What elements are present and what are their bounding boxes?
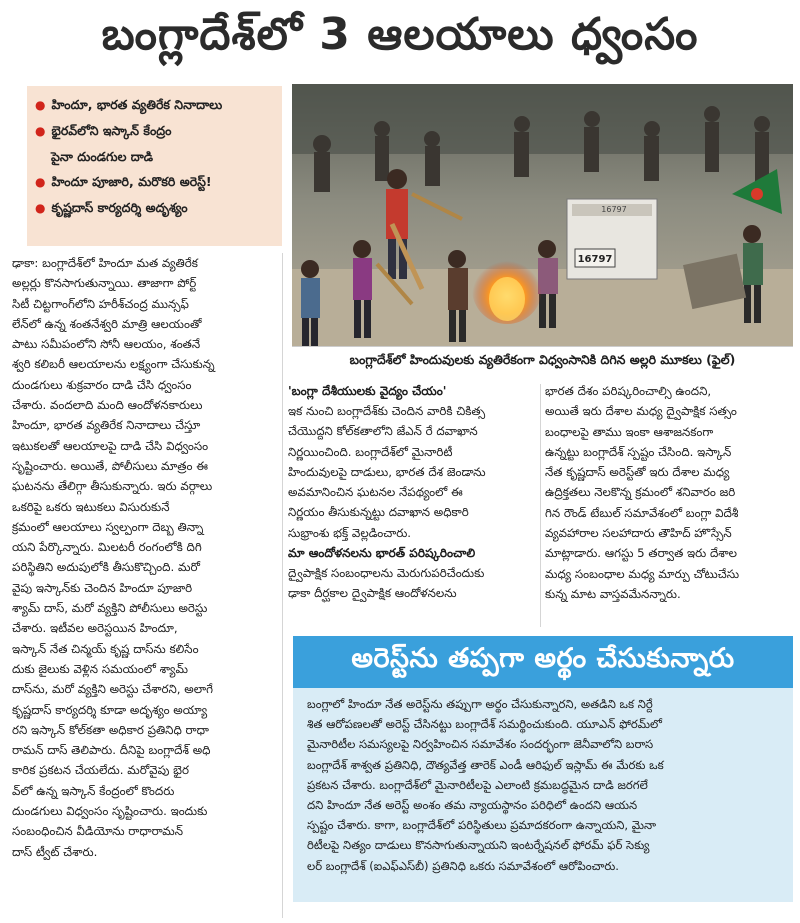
- column-divider: [282, 253, 283, 918]
- text-line: బంగ్లాదేశ్ శాశ్వత ప్రతినిధి, దౌత్యవేత్త తారెక్ ఎండీ ఆరిఫుల్ ఇస్లామ్ ఈ మేరకు ఒక: [307, 757, 664, 772]
- text-line: మైనారిటీల సమస్యలపై నిర్వహించిన సమావేశం సందర్భంగా జెనీవాలోని బరాస: [307, 737, 654, 752]
- text-line: ఇక నుంచి బంగ్లాదేశ్‌కు చెందిన వారికి చికిత్స: [288, 404, 486, 418]
- text-line: సృష్టించారు. అయితే, పోలీసులు మాత్రం ఈ: [12, 458, 208, 473]
- sidebar-story-body: [293, 688, 793, 902]
- text-line: శ్వరి కలిబరీ ఆలయాలను లక్ష్యంగా చేసుకున్న: [12, 357, 215, 372]
- kiosk-number: 16797: [577, 254, 613, 265]
- text-line: ఉన్నట్టు బంగ్లాదేశ్ స్పష్టం చేసింది. ఇస్కాన్: [545, 444, 732, 459]
- highlights-box: [27, 86, 282, 246]
- text-line: ఢాకా దీర్ఘకాల ద్వైపాక్షిక ఆందోళనలను: [288, 586, 457, 601]
- subheading: 'బంగ్లా దేశీయులకు వైద్యం చేయం': [288, 384, 447, 398]
- text-line: క్రమంలో ఆలయాలు స్వల్పంగా దెబ్బ తిన్నా: [12, 519, 204, 534]
- column-divider: [540, 384, 541, 627]
- text-line: దుకు జైలుకు వెళ్లిన సమయంలో శ్యామ్: [12, 661, 188, 676]
- highlight-item: ● హిందూ, భారత వ్యతిరేక నినాదాలు: [35, 97, 223, 112]
- text-line: లేన్‌లో ఉన్న శంతనేశ్వరి మాత్రి ఆలయంతో: [12, 316, 202, 331]
- bullet-dot-icon: ●: [35, 124, 46, 138]
- text-line: అవమానించిన ఘటనల నేపథ్యంలో ఈ: [288, 485, 463, 500]
- text-line: చేయొద్దని కోల్‌కతాలోని జేఎన్ రే దవాఖాన: [288, 424, 478, 439]
- kiosk-number-top: 16797: [601, 205, 627, 214]
- text-line: మాట్లాడారు. ఆగస్టు 5 తర్వాత ఇరు దేశాల: [545, 546, 738, 561]
- text-line: గిన రౌండ్ టేబుల్ సమావేశంలో బంగ్లా విదేశీ: [545, 505, 739, 520]
- text-line: చేశారు. వందలాది మంది ఆందోళనకారులు: [12, 398, 203, 413]
- text-line: హిందూ, భారత వ్యతిరేక నినాదాలు చేస్తూ: [12, 418, 201, 433]
- text-line: నిర్ణయించింది. బంగ్లాదేశ్‌లో మైనారిటీ: [288, 444, 453, 459]
- text-line: ప్రకటన చేశారు. బంగ్లాదేశ్‌లో మైనారిటీలపై ఎలాంటి క్రమబద్ధమైన దాడి జరగలే: [307, 777, 648, 792]
- text-line: దాస్‌ను, మరో వ్యక్తిని అరెస్టు చేశారని, అలాగే: [12, 682, 213, 697]
- text-line: దని హిందూ నేత అరెస్ట్ అంశం తమ న్యాయస్థానం పరిధిలో ఉందని ఆయన: [307, 798, 638, 813]
- article-column-2: [288, 381, 535, 604]
- text-line: ఇస్కాన్ నేత చిన్మయ్ కృష్ణ దాస్‌ను కలిసేం: [12, 641, 199, 656]
- text-line: స్పష్టం చేశారు. కాగా, బంగ్లాదేశ్‌లో పరిస్థితులు ప్రమాదకరంగా ఉన్నాయని, మైనా: [307, 818, 657, 833]
- text-line: కారిక ప్రకటన చేయలేదు. మరోవైపు భైర: [12, 763, 189, 778]
- article-column-1: [12, 253, 274, 862]
- text-line: దుండగులు శుక్రవారం దాడి చేసి ధ్వంసం: [12, 377, 192, 392]
- highlight-item: ● భైరవ్‌లోని ఇస్కాన్ కేంద్రం: [35, 123, 172, 138]
- headline: బంగ్లాదేశ్‌లో 3 ఆలయాలు ధ్వంసం: [101, 9, 699, 60]
- subheading: మా ఆందోళనలను భారత్ పరిష్కరించాలి: [288, 546, 476, 561]
- text-line: ఢాకా: బంగ్లాదేశ్‌లో హిందూ మత వ్యతిరేక: [12, 256, 198, 270]
- text-line: సంబంధించిన వీడియోను రాధారామన్: [12, 824, 184, 839]
- bullet-dot-icon: ●: [35, 175, 46, 189]
- text-line: హిందువులపై దాడులు, భారత దేశ జెండాను: [288, 464, 486, 479]
- text-line: ద్వైపాక్షిక సంబంధాలను మెరుగుపరిచేందుకు: [288, 566, 485, 581]
- article-column-3: [545, 381, 793, 604]
- highlight-item: ● కృష్ణదాస్ కార్యదర్శి అదృశ్యం: [35, 200, 188, 215]
- text-line: వ్యవహారాల సలహాదారు తౌహిద్ హొస్సేన్: [545, 526, 732, 541]
- text-line: దాస్ ట్వీట్ చేశారు.: [12, 844, 98, 859]
- text-line: నేత కృష్ణదాస్ అరెస్ట్‌తో ఇరు దేశాల మధ్య: [545, 465, 730, 480]
- text-line: అయితే ఇరు దేశాల మధ్య ద్వైపాక్షిక సత్సం: [545, 404, 737, 419]
- sidebar-story-title: అరెస్ట్‌ను తప్పగా అర్థం చేసుకున్నారు: [293, 636, 793, 688]
- photo-caption: బంగ్లాదేశ్‌లో హిందువులకు వ్యతిరేకంగా విధ్వంసానికి దిగిన అల్లరి మూకలు (ఫైల్): [292, 346, 793, 373]
- text-line: సిటీ చిట్టగాంగ్‌లోని హరీశ్‌చంద్ర మున్సఫ్: [12, 296, 189, 311]
- text-line: పరిస్థితిని అదుపులోకి తీసుకొచ్చింది. మరో: [12, 560, 200, 575]
- text-line: నిర్ణయం తీసుకున్నట్టు దవాఖాన అధికారి: [288, 505, 469, 520]
- text-line: రని ఇస్కాన్ కోల్‌కతా అధికార ప్రతినిధి రాధా: [12, 722, 209, 737]
- text-line: భారత దేశం పరిష్కరించాల్సి ఉందని,: [545, 384, 712, 398]
- text-line: శిత ఆరోపణలతో అరెస్ట్ చేసినట్టు బంగ్లాదేశ్ సమర్థించుకుంది. యూఎన్ ఫోరమ్‌లో: [307, 717, 662, 732]
- text-line: బంధాలపై తాము ఇంకా ఆశాజనకంగా: [545, 424, 714, 439]
- bullet-dot-icon: ●: [35, 98, 46, 112]
- text-line: కున్న మాట వాస్తవమేనన్నారు.: [545, 586, 681, 601]
- text-line: పాటు సమీపంలోని సోనీ ఆలయం, శంతనే: [12, 337, 201, 352]
- text-line: రిటీలపై నిత్యం దాడులు కొనసాగుతున్నాయని ఇంటర్నేషనల్ ఫోరమ్ ఫర్ సెక్యు: [307, 838, 650, 853]
- text-line: వైపు ఇస్కాన్‌కు చెందిన హిందూ పూజారి: [12, 580, 193, 595]
- text-line: లర్ బంగ్లాదేశ్ (ఐఎఫ్ఎస్‌బీ) ప్రతినిధి ఒకరు సమావేశంలో ఆరోపించారు.: [307, 858, 619, 873]
- text-line: మధ్య సంబంధాల మధ్య మార్పు చోటుచేసు: [545, 566, 740, 581]
- news-photo: [292, 84, 793, 346]
- text-line: దుండగులు విధ్వంసం సృష్టించారు. ఇందుకు: [12, 804, 208, 819]
- text-line: సుభ్రాంశు భక్త్ వెల్లడించారు.: [288, 525, 412, 540]
- text-line: శ్యామ్ దాస్, మరో వ్యక్తిని పోలీసులు అరెస్టు: [12, 601, 208, 616]
- bullet-dot-icon: ●: [35, 201, 46, 215]
- text-line: ఇటుకలతో ఆలయాలపై దాడి చేసి విధ్వంసం: [12, 438, 209, 453]
- highlight-item: ● హిందూ పూజారి, మరొకరి అరెస్ట్!: [35, 174, 212, 189]
- text-line: బంగ్లాలో హిందూ నేత అరెస్ట్‌ను తప్పుగా అర్థం చేసుకున్నారని, అతడిని ఒక నిర్దే: [307, 697, 653, 711]
- text-line: ఉద్రిక్తతలు నెలకొన్న క్రమంలో శనివారం జరి: [545, 485, 736, 500]
- text-line: రామన్ దాస్ తెలిపారు. దీనిపై బంగ్లాదేశ్ అధి: [12, 743, 211, 758]
- text-line: కృష్ణదాస్ కార్యదర్శి కూడా అదృశ్యం అయ్యా: [12, 702, 208, 717]
- text-line: ఘటనను తేలిగ్గా తీసుకున్నారు. ఇరు వర్గాలు: [12, 479, 213, 494]
- text-line: ఒకరిపై ఒకరు ఇటుకలు విసురుకునే: [12, 499, 170, 514]
- text-line: వ్‌లో ఉన్న ఇస్కాన్ కేంద్రంలో కొందరు: [12, 783, 175, 798]
- text-line: చేశారు. ఇటీవల అరెస్టయిన హిందూ,: [12, 621, 178, 636]
- text-line: యని పేర్కొన్నారు. మిలటరీ రంగంలోకి దిగి: [12, 540, 202, 555]
- text-line: అల్లర్లు కొనసాగుతున్నాయి. తాజాగా పోర్ట్: [12, 276, 197, 291]
- highlight-item-continued: పైనా దుండగుల దాడి: [51, 149, 154, 164]
